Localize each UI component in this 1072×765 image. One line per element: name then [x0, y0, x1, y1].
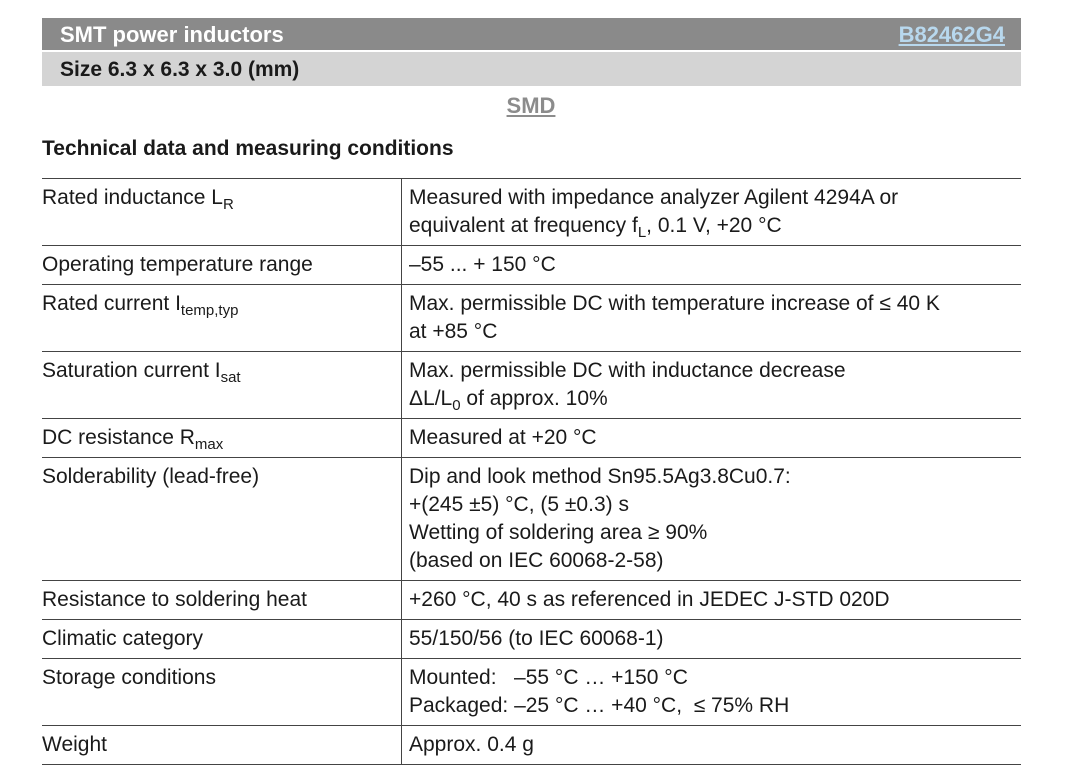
section-title: Technical data and measuring conditions: [42, 137, 454, 160]
parameter-label: Saturation current I: [42, 359, 221, 382]
condition-cell: [402, 659, 1022, 726]
condition-cell: [402, 581, 1022, 620]
parameter-cell: [42, 458, 402, 581]
parameter-cell: [42, 352, 402, 419]
condition-line: +260 °C, 40 s as referenced in JEDEC J-STD 020D: [409, 588, 890, 611]
condition-line: at +85 °C: [409, 320, 498, 343]
parameter-cell: [42, 419, 402, 458]
table-row: [42, 458, 1021, 581]
condition-cell: [402, 179, 1022, 246]
smd-label: SMD: [506, 93, 556, 118]
condition-cell: [402, 620, 1022, 659]
condition-line: $\Delta L/L_0$ of approx. 10%: [409, 387, 608, 414]
parameter-label: Solderability (lead-free): [42, 465, 260, 488]
parameter-label: DC resistance R: [42, 426, 195, 449]
condition-cell: [402, 726, 1022, 765]
condition-line: Mounted: –55 °C … +150 °C: [409, 666, 688, 689]
condition-line: equivalent at frequency $f_L$, 0.1 V, +20 °C: [409, 214, 782, 241]
table-row: [42, 179, 1021, 246]
parameter-cell: [42, 581, 402, 620]
condition-line: Measured at +20 °C: [409, 426, 597, 449]
table-row: [42, 620, 1021, 659]
condition-line: Max. permissible DC with inductance decrease: [409, 359, 846, 382]
size-label: Size 6.3 x 6.3 x 3.0 (mm): [60, 58, 300, 81]
condition-line: Dip and look method Sn95.5Ag3.8Cu0.7:: [409, 465, 791, 488]
parameter-label: Storage conditions: [42, 666, 216, 689]
condition-line: –55 ... + 150 °C: [409, 253, 556, 276]
parameter-label: Resistance to soldering heat: [42, 588, 307, 611]
parameter-cell: [42, 285, 402, 352]
condition-line: Measured with impedance analyzer Agilent 4294A or: [409, 186, 899, 209]
table-row: [42, 726, 1021, 765]
parameter-cell: [42, 179, 402, 246]
table-row: [42, 352, 1021, 419]
condition-line: (based on IEC 60068-2-58): [409, 549, 664, 572]
condition-cell: [402, 285, 1022, 352]
condition-line: Max. permissible DC with temperature increase of ≤ 40 K: [409, 292, 940, 315]
parameter-label: Weight: [42, 733, 107, 756]
parameter-subscript: sat: [220, 369, 241, 386]
condition-line: +(245 ±5) °C, (5 ±0.3) s: [409, 493, 629, 516]
parameter-cell: [42, 620, 402, 659]
condition-cell: [402, 246, 1022, 285]
parameter-cell: [42, 659, 402, 726]
table-row: [42, 246, 1021, 285]
parameter-label: Operating temperature range: [42, 253, 313, 276]
parameter-label: Rated inductance L: [42, 186, 223, 209]
part-number-link[interactable]: B82462G4: [898, 22, 1005, 47]
condition-line: 55/150/56 (to IEC 60068-1): [409, 627, 664, 650]
condition-line: Packaged: –25 °C … +40 °C, ≤ 75% RH: [409, 694, 790, 717]
parameter-subscript: R: [222, 196, 234, 213]
condition-line: Wetting of soldering area ≥ 90%: [409, 521, 708, 544]
condition-cell: [402, 419, 1022, 458]
parameter-subscript: temp,typ: [180, 302, 239, 319]
size-bar: [42, 52, 1021, 86]
title-bar: [42, 18, 1021, 50]
technical-data-table: [42, 178, 1021, 765]
condition-line: Approx. 0.4 g: [409, 733, 534, 756]
table-row: [42, 659, 1021, 726]
parameter-subscript: max: [194, 436, 224, 453]
condition-cell: [402, 458, 1022, 581]
parameter-cell: [42, 726, 402, 765]
table-row: [42, 419, 1021, 458]
condition-cell: [402, 352, 1022, 419]
product-title: SMT power inductors: [60, 22, 284, 47]
parameter-cell: [42, 246, 402, 285]
parameter-label: Climatic category: [42, 627, 204, 650]
table-row: [42, 581, 1021, 620]
table-row: [42, 285, 1021, 352]
parameter-label: Rated current I: [42, 292, 181, 315]
